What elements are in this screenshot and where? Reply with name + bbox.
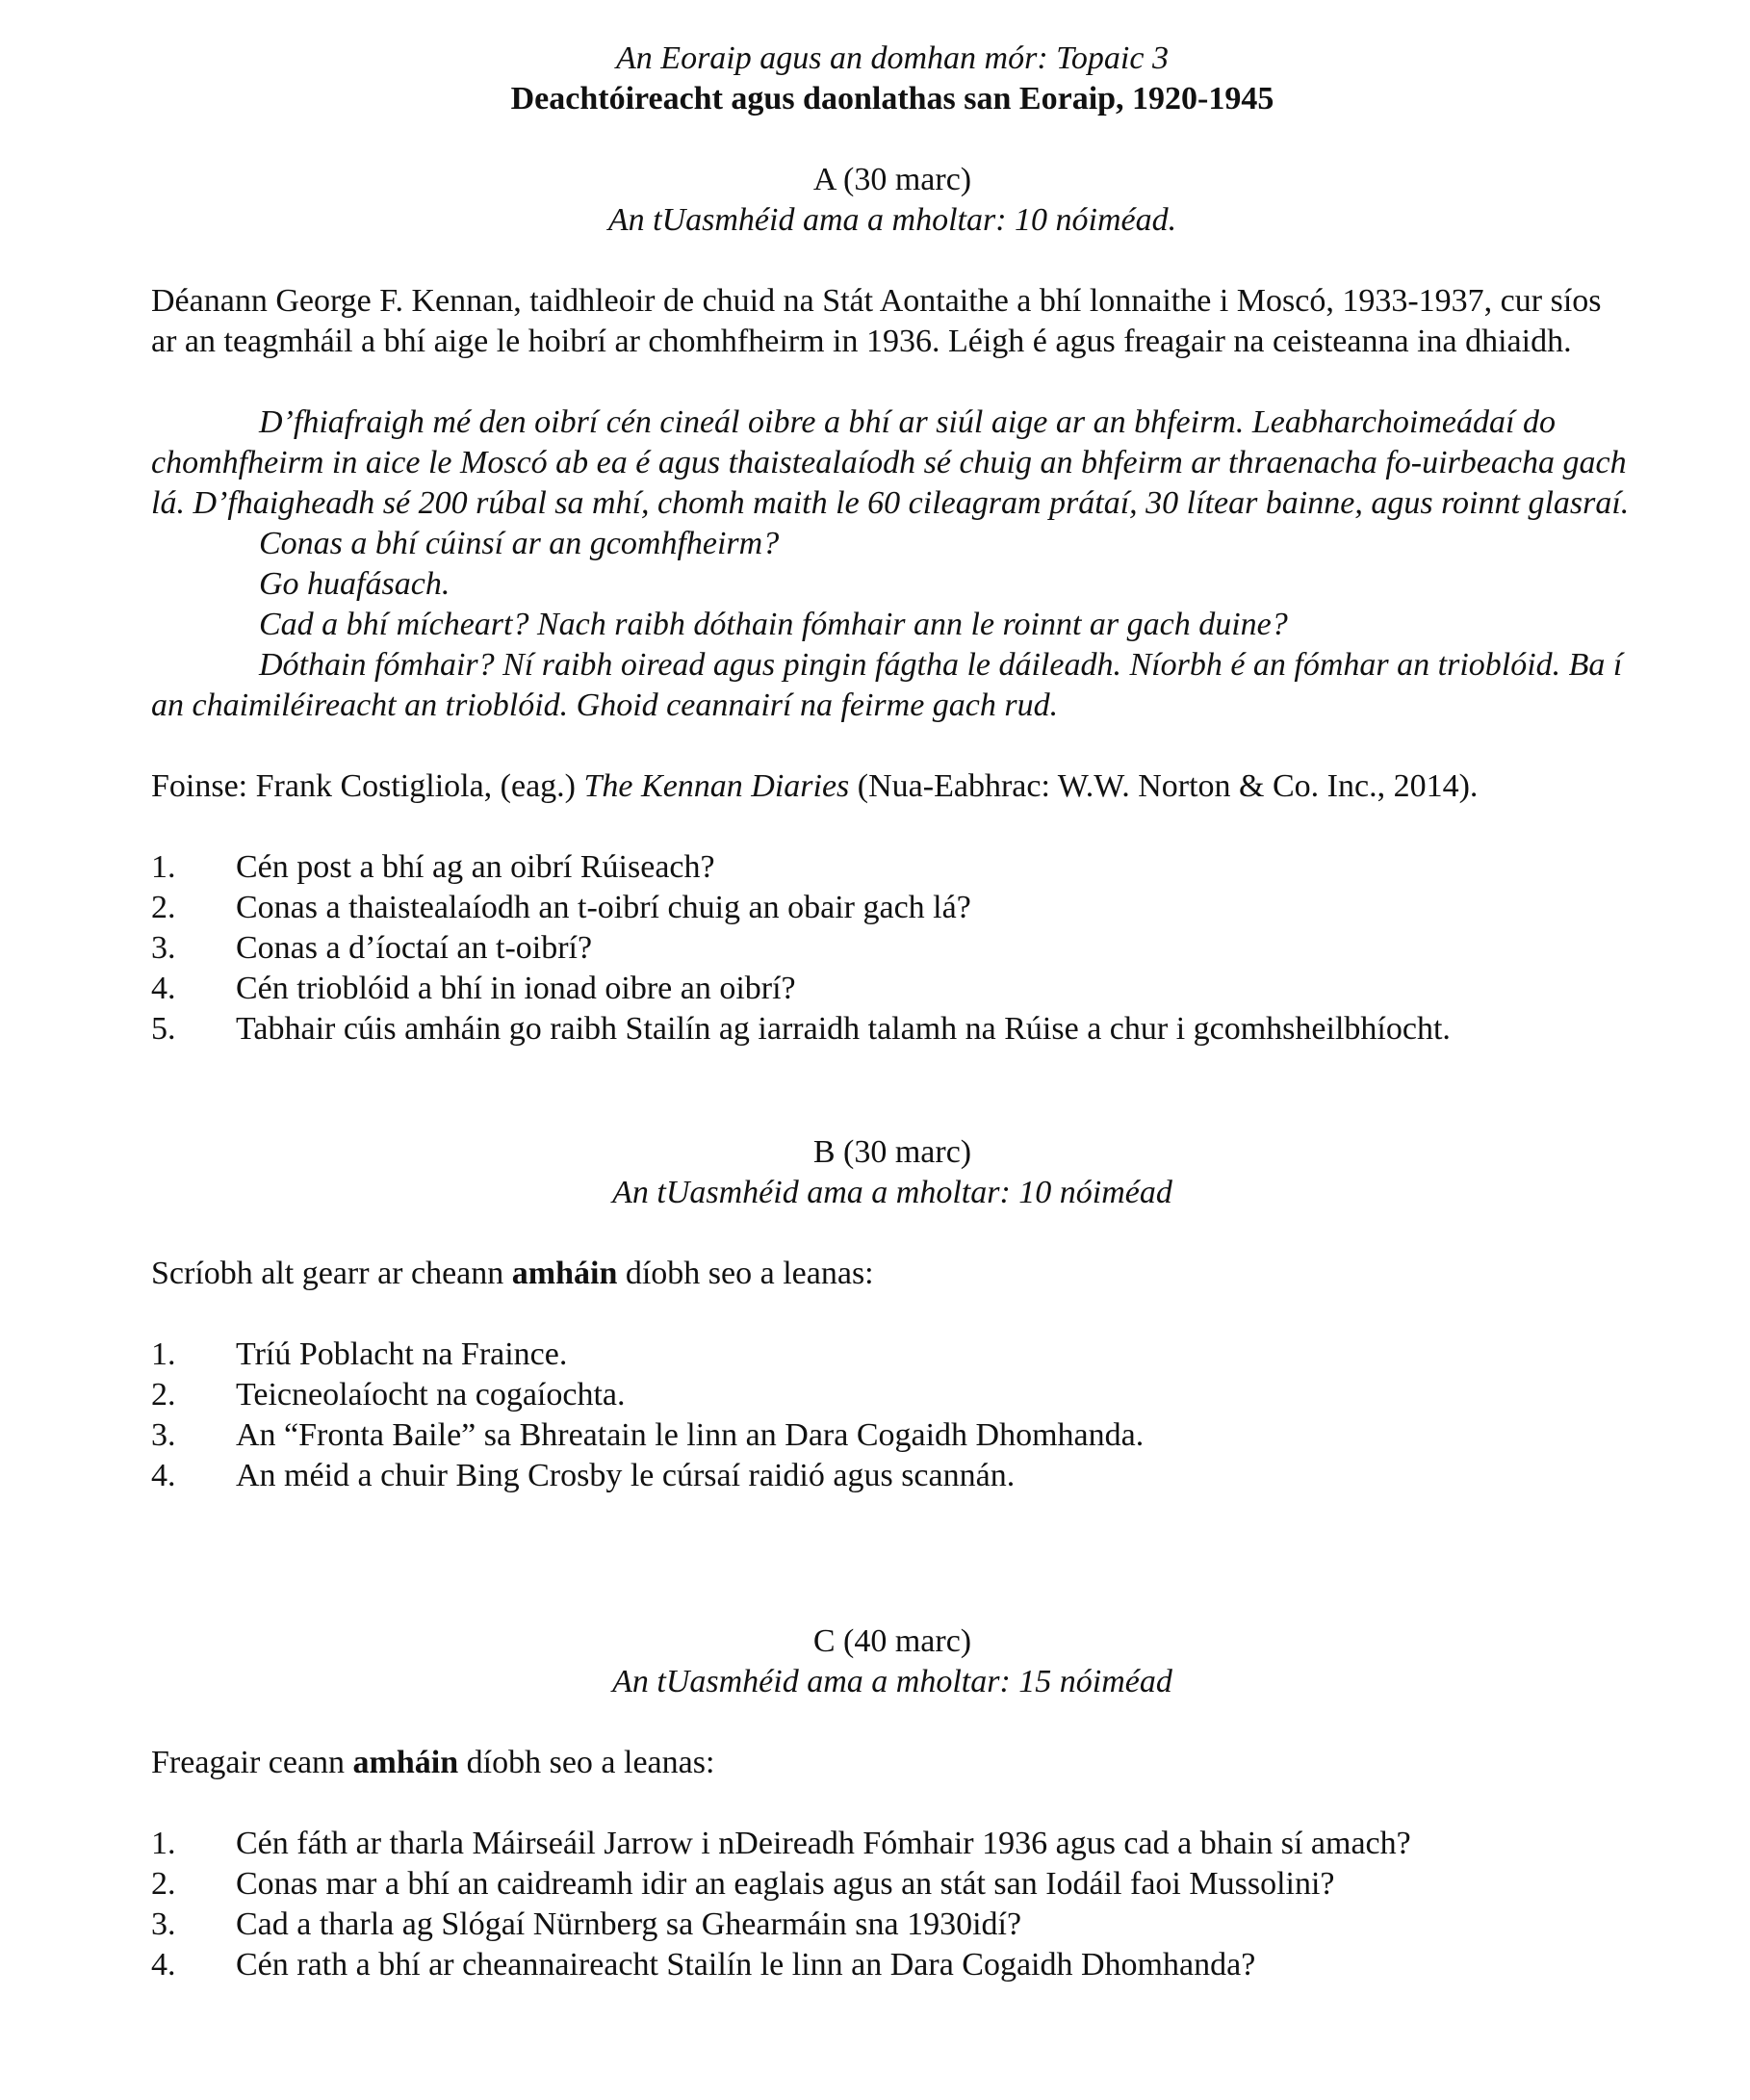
section-c-items [151, 1824, 1634, 1985]
section-c-heading: C (40 marc) [812, 1623, 972, 1659]
item-number: 1. [151, 1336, 176, 1372]
item-text: Cén fáth ar tharla Máirseáil Jarrow i nDeireadh Fómhair 1936 agus cad a bhain sí amach? [236, 1826, 1411, 1861]
list-item [151, 928, 1634, 969]
list-item [151, 888, 1634, 928]
instruction-pre: Freagair ceann [151, 1745, 353, 1780]
topic-title: Deachtóireacht agus daonlathas san Eoraip, 1920-1945 [510, 81, 1274, 117]
instruction-post: díobh seo a leanas: [617, 1256, 874, 1291]
item-text: Tabhair cúis amháin go raibh Stailín ag iarraidh talamh na Rúise a chur i gcomhsheilbhíocht. [236, 1011, 1451, 1047]
extract-paragraph: D’fhiafraigh mé den oibrí cén cineál oibre a bhí ar siúl aige ar an bhfeirm. Leabharchoimeádaí do chomhfheirm in aice le Moscó ab ea é agus thaistealaíodh sé chuig an bhfeirm ar thraenacha fo-uirbeacha gach lá. D’fhaigheadh sé 200 rúbal sa mhí, chomh maith le 60 cileagram prátaí, 30 lítear bainne, agus roinnt glasraí. [151, 404, 1630, 521]
section-a-intro: Déanann George F. Kennan, taidhleoir de chuid na Stát Aontaithe a bhí lonnaithe i Moscó, 1933-1937, cur síos ar an teagmháil a bhí aige le hoibrí ar chomhfheirm in 1936. Léigh é agus freagair na ceisteanna ina dhiaidh. [151, 283, 1602, 359]
item-number: 3. [151, 1906, 176, 1942]
instruction-pre: Scríobh alt gearr ar cheann [151, 1256, 512, 1291]
section-a [151, 160, 1634, 1050]
item-text: Cad a tharla ag Slógaí Nürnberg sa Ghearmáin sna 1930idí? [236, 1906, 1022, 1942]
item-number: 4. [151, 1458, 176, 1493]
section-c [151, 1621, 1634, 1985]
item-number: 4. [151, 971, 176, 1006]
instruction-emphasis: amháin [352, 1745, 459, 1780]
extract-line-4: Dóthain fómhair? Ní raibh oiread agus pingin fágtha le dáileadh. Níorbh é an fómhar an trioblóid. Ba í an chaimiléireacht an trioblóid. Ghoid ceannairí na feirme gach rud. [151, 647, 1623, 723]
list-item [151, 847, 1634, 888]
section-c-time: An tUasmhéid ama a mholtar: 15 nóiméad [612, 1664, 1172, 1699]
citation-suffix: (Nua-Eabhrac: W.W. Norton & Co. Inc., 2014). [849, 768, 1479, 804]
section-b-heading: B (30 marc) [812, 1134, 972, 1170]
citation-prefix: Foinse: Frank Costigliola, (eag.) [151, 768, 584, 804]
item-text: Cén rath a bhí ar cheannaireacht Stailín le linn an Dara Cogaidh Dhomhanda? [236, 1947, 1256, 1983]
section-a-time: An tUasmhéid ama a mholtar: 10 nóiméad. [607, 202, 1177, 238]
item-text: Conas a d’íoctaí an t-oibrí? [236, 930, 593, 966]
citation-book-title: The Kennan Diaries [583, 768, 850, 804]
extract-line-2: Go huafásach. [259, 566, 450, 602]
list-item [151, 1824, 1634, 1864]
item-number: 4. [151, 1947, 176, 1983]
source-citation [151, 766, 1634, 807]
item-number: 5. [151, 1011, 176, 1047]
exam-page [151, 39, 1634, 1985]
item-number: 2. [151, 1866, 176, 1902]
list-item [151, 1009, 1634, 1050]
section-b-time: An tUasmhéid ama a mholtar: 10 nóiméad [612, 1175, 1172, 1210]
item-text: Cén post a bhí ag an oibrí Rúiseach? [236, 849, 715, 885]
section-a-questions [151, 847, 1634, 1050]
item-number: 2. [151, 890, 176, 925]
list-item [151, 1335, 1634, 1375]
list-item [151, 1415, 1634, 1456]
item-text: Tríú Poblacht na Fraince. [236, 1336, 568, 1372]
item-number: 1. [151, 1826, 176, 1861]
source-extract [151, 402, 1634, 726]
item-text: Conas mar a bhí an caidreamh idir an eaglais agus an stát san Iodáil faoi Mussolini? [236, 1866, 1335, 1902]
item-text: An “Fronta Baile” sa Bhreatain le linn an Dara Cogaidh Dhomhanda. [236, 1417, 1145, 1453]
list-item [151, 1945, 1634, 1985]
list-item [151, 1864, 1634, 1905]
section-c-instruction [151, 1743, 1634, 1783]
item-number: 2. [151, 1377, 176, 1413]
section-b-instruction [151, 1254, 1634, 1294]
list-item [151, 1456, 1634, 1496]
item-number: 3. [151, 1417, 176, 1453]
item-text: Teicneolaíocht na cogaíochta. [236, 1377, 626, 1413]
instruction-emphasis: amháin [511, 1256, 618, 1291]
item-text: An méid a chuir Bing Crosby le cúrsaí raidió agus scannán. [236, 1458, 1016, 1493]
topic-subtitle: An Eoraip agus an domhan mór: Topaic 3 [616, 40, 1169, 76]
item-text: Cén trioblóid a bhí in ionad oibre an oibrí? [236, 971, 796, 1006]
section-b [151, 1132, 1634, 1496]
item-text: Conas a thaistealaíodh an t-oibrí chuig an obair gach lá? [236, 890, 971, 925]
list-item [151, 1375, 1634, 1415]
item-number: 3. [151, 930, 176, 966]
list-item [151, 969, 1634, 1009]
instruction-post: díobh seo a leanas: [458, 1745, 715, 1780]
list-item [151, 1905, 1634, 1945]
extract-line-3: Cad a bhí mícheart? Nach raibh dóthain fómhair ann le roinnt ar gach duine? [259, 607, 1288, 642]
section-b-items [151, 1335, 1634, 1496]
item-number: 1. [151, 849, 176, 885]
extract-line-1: Conas a bhí cúinsí ar an gcomhfheirm? [259, 526, 780, 561]
section-a-heading: A (30 marc) [812, 162, 972, 197]
